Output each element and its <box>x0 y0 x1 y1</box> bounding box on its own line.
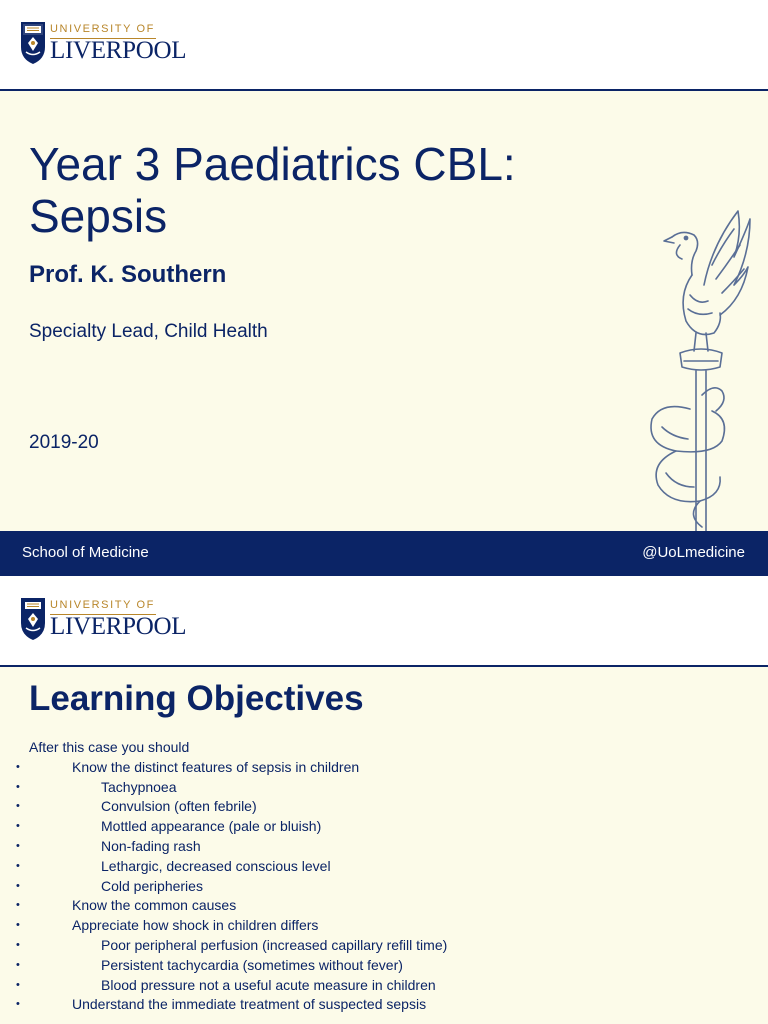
objective-subitem: • Cold peripheries <box>29 877 749 897</box>
university-crest-icon <box>20 597 46 641</box>
objective-subitem: • Blood pressure not a useful acute measure in children <box>29 976 749 996</box>
university-logo <box>20 21 187 69</box>
logo-liverpool: LIVERPOOL <box>50 37 187 64</box>
objective-subitem: • Persistent tachycardia (sometimes without fever) <box>29 956 749 976</box>
objective-item: • Know the distinct features of sepsis in children <box>29 758 749 778</box>
objective-item: • Appreciate how shock in children differs <box>29 916 749 936</box>
objective-item: • Know the common causes <box>29 896 749 916</box>
slide-header <box>0 576 768 667</box>
logo-university-of: UNIVERSITY OF <box>50 23 155 35</box>
logo-university-of: UNIVERSITY OF <box>50 599 155 611</box>
footer-school: School of Medicine <box>22 544 149 561</box>
slide-title-line1: Year 3 Paediatrics CBL: <box>29 138 516 190</box>
objective-subitem: • Convulsion (often febrile) <box>29 797 749 817</box>
objective-subitem: • Poor peripheral perfusion (increased capillary refill time) <box>29 936 749 956</box>
slide-title-line2: Sepsis <box>29 190 168 242</box>
liverbird-icon <box>642 205 752 533</box>
academic-year: 2019-20 <box>29 432 99 453</box>
footer-handle: @UoLmedicine <box>642 544 745 561</box>
objective-item: • Understand the immediate treatment of suspected sepsis <box>29 995 749 1015</box>
university-crest-icon <box>20 21 46 65</box>
university-logo <box>20 597 187 645</box>
slide-footer <box>0 531 768 576</box>
objective-subitem: • Mottled appearance (pale or bluish) <box>29 817 749 837</box>
presenter-role: Specialty Lead, Child Health <box>29 321 268 342</box>
presenter-name: Prof. K. Southern <box>29 261 227 288</box>
slide-title <box>29 138 629 242</box>
objective-subitem: • Tachypnoea <box>29 778 749 798</box>
slide-title: Learning Objectives <box>29 679 364 718</box>
objectives-list <box>29 738 749 1015</box>
objective-subitem: • Non-fading rash <box>29 837 749 857</box>
slide-header <box>0 0 768 91</box>
logo-liverpool: LIVERPOOL <box>50 613 187 640</box>
objectives-intro: After this case you should <box>29 739 190 755</box>
objectives-slide <box>0 576 768 1024</box>
objective-subitem: • Lethargic, decreased conscious level <box>29 857 749 877</box>
